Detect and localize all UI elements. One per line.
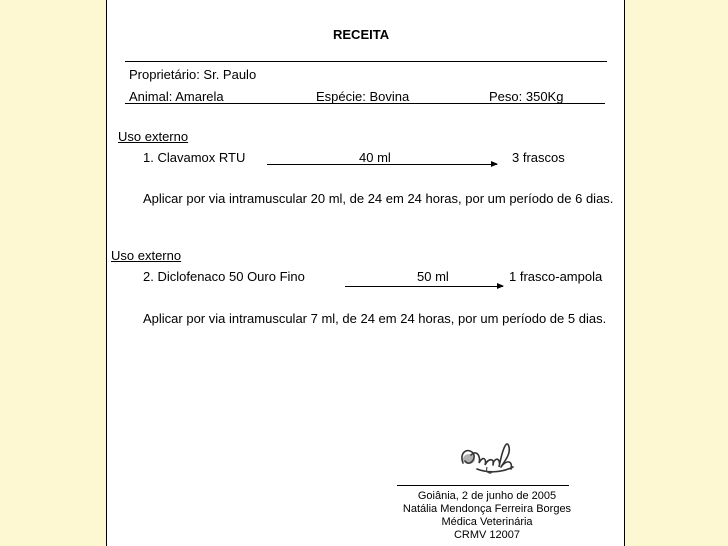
title-divider	[125, 61, 607, 62]
medication-name-2: 2. Diclofenaco 50 Ouro Fino	[143, 269, 305, 284]
signature-crmv: CRMV 12007	[453, 529, 521, 541]
species-field: Espécie: Bovina	[316, 89, 410, 104]
arrow-2	[345, 286, 503, 287]
section-label-1: Uso externo	[118, 129, 189, 144]
signature-block	[397, 490, 577, 542]
animal-field: Animal: Amarela	[129, 89, 224, 104]
owner-field: Proprietário: Sr. Paulo	[129, 67, 257, 82]
medication-dose-2: 50 ml	[417, 269, 449, 284]
page-title: RECEITA	[333, 27, 390, 42]
signature-name: Natália Mendonça Ferreira Borges	[402, 503, 572, 515]
instructions-2: Aplicar por via intramuscular 7 ml, de 24 em 24 horas, por um período de 5 dias.	[143, 311, 607, 326]
header-divider	[125, 103, 605, 104]
medication-qty-2: 1 frasco-ampola	[509, 269, 603, 284]
signature-role: Médica Veterinária	[441, 516, 533, 528]
instructions-1: Aplicar por via intramuscular 20 ml, de 24 em 24 horas, por um período de 6 dias.	[143, 191, 614, 206]
weight-field: Peso: 350Kg	[489, 89, 564, 104]
signature-date: Goiânia, 2 de junho de 2005	[417, 490, 557, 502]
medication-name-1: 1. Clavamox RTU	[143, 150, 246, 165]
handwritten-signature	[457, 433, 519, 477]
medication-dose-1: 40 ml	[359, 150, 391, 165]
section-label-2: Uso externo	[111, 248, 182, 263]
medication-qty-1: 3 frascos	[512, 150, 565, 165]
prescription-sheet	[106, 0, 625, 546]
signature-line	[397, 485, 569, 486]
